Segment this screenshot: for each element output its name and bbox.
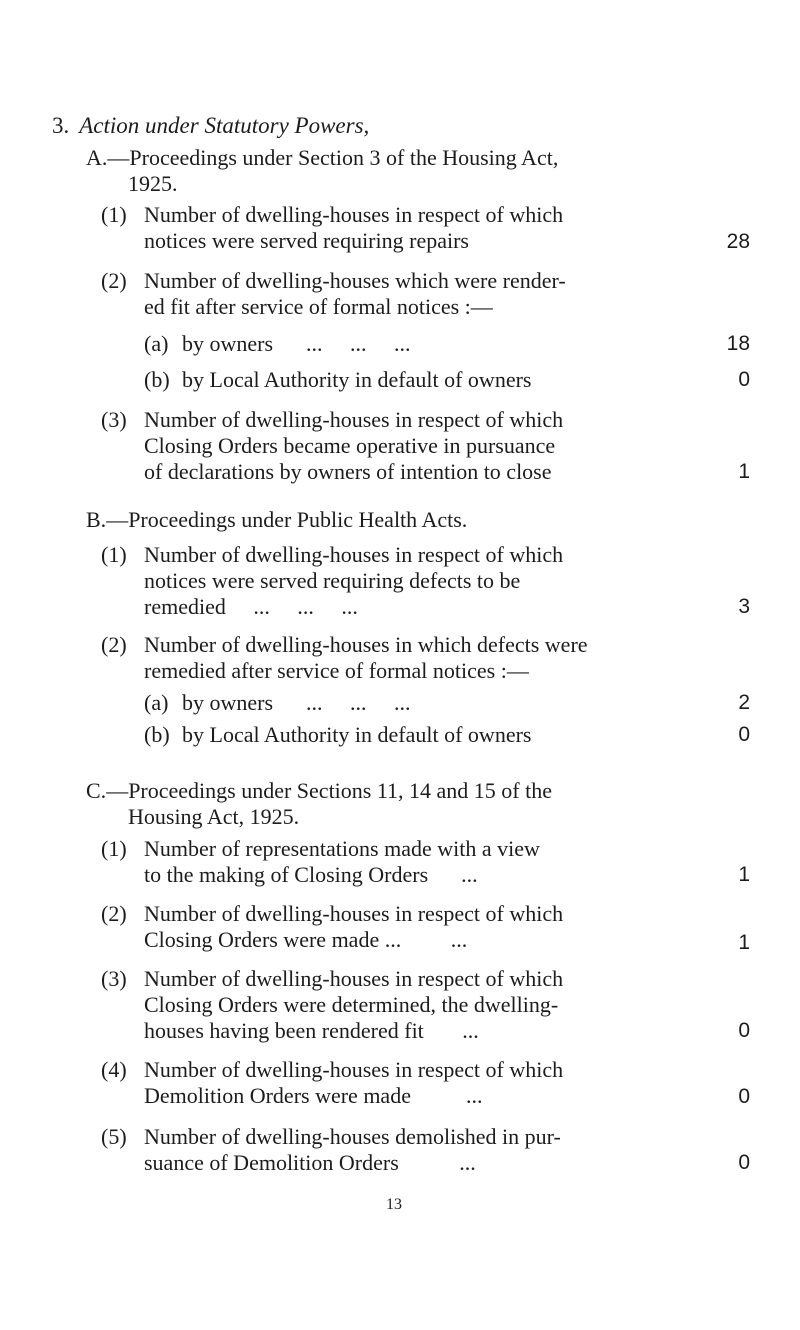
item-text-line: remedied ... ... ... bbox=[144, 594, 358, 619]
page-number: 13 bbox=[386, 1196, 402, 1213]
heading-title: Action under Statutory Powers, bbox=[79, 113, 370, 138]
item-text-line: Number of dwelling-houses in respect of which bbox=[144, 1057, 564, 1082]
item-text-line: Number of dwelling-houses in respect of which bbox=[144, 542, 564, 567]
item-text-line: notices were served requiring repairs bbox=[144, 228, 469, 253]
item-text-line: remedied after service of formal notices :— bbox=[144, 658, 529, 683]
subitem-number: (a) bbox=[144, 690, 169, 715]
item-number: (3) bbox=[101, 966, 127, 991]
item-text-line: Closing Orders were made ... ... bbox=[144, 927, 468, 952]
item-text-line: Number of dwelling-houses in respect of which bbox=[144, 202, 564, 227]
section-a-title-line2: 1925. bbox=[128, 171, 178, 196]
subitem-text: by Local Authority in default of owners bbox=[182, 722, 532, 747]
section-a-item-1-value: 28 bbox=[726, 230, 750, 253]
subitem-number: (b) bbox=[144, 722, 170, 747]
item-text-line: to the making of Closing Orders ... bbox=[144, 862, 478, 887]
subitem-text: by owners ... ... ... bbox=[182, 331, 411, 356]
item-text-line: Closing Orders were determined, the dwelling- bbox=[144, 992, 559, 1017]
subitem-text: by Local Authority in default of owners bbox=[182, 367, 532, 392]
item-text-line: Number of dwelling-houses demolished in pur- bbox=[144, 1124, 561, 1149]
section-c-title bbox=[86, 778, 646, 830]
item-text-line: suance of Demolition Orders ... bbox=[144, 1150, 476, 1175]
item-text-line: Demolition Orders were made ... bbox=[144, 1083, 483, 1108]
section-c-item-4-value: 0 bbox=[738, 1085, 750, 1108]
section-b-label: B. bbox=[86, 507, 107, 532]
section-a-subitem-b bbox=[144, 367, 644, 393]
section-a-subitem-a bbox=[144, 331, 644, 357]
subitem-number: (a) bbox=[144, 331, 169, 356]
section-c-title-line2: Housing Act, 1925. bbox=[128, 804, 300, 829]
item-text-line: Number of dwelling-houses in respect of which bbox=[144, 966, 564, 991]
section-a-label: A. bbox=[86, 145, 108, 170]
item-number: (2) bbox=[101, 901, 127, 926]
section-b-subitem-a-value: 2 bbox=[738, 691, 750, 714]
section-b-title bbox=[86, 507, 646, 533]
section-c-title-line1: —Proceedings under Sections 11, 14 and 15 of the bbox=[106, 778, 553, 803]
item-number: (5) bbox=[101, 1124, 127, 1149]
section-c-item-1-value: 1 bbox=[738, 863, 750, 886]
item-text-line: Number of dwelling-houses in respect of which bbox=[144, 407, 564, 432]
item-number: (1) bbox=[101, 202, 127, 227]
item-number: (3) bbox=[101, 407, 127, 432]
section-heading bbox=[52, 113, 369, 139]
section-c-item-5-value: 0 bbox=[738, 1151, 750, 1174]
item-text-line: houses having been rendered fit ... bbox=[144, 1018, 479, 1043]
section-a-item-3-value: 1 bbox=[738, 460, 750, 483]
heading-number: 3. bbox=[52, 113, 70, 138]
section-a-title bbox=[86, 145, 646, 197]
item-text-line: Number of representations made with a view bbox=[144, 836, 540, 861]
item-text-line: Closing Orders became operative in pursuance bbox=[144, 433, 556, 458]
item-number: (2) bbox=[101, 632, 127, 657]
section-a-subitem-b-value: 0 bbox=[738, 368, 750, 391]
section-b-title-line1: —Proceedings under Public Health Acts. bbox=[106, 507, 468, 532]
item-text-line: Number of dwelling-houses in which defects were bbox=[144, 632, 588, 657]
item-number: (1) bbox=[101, 542, 127, 567]
item-number: (2) bbox=[101, 268, 127, 293]
item-number: (1) bbox=[101, 836, 127, 861]
item-text-line: ed fit after service of formal notices :— bbox=[144, 294, 493, 319]
section-b-subitem-a bbox=[144, 690, 644, 716]
item-text-line: Number of dwelling-houses in respect of which bbox=[144, 901, 564, 926]
section-a-title-line1: —Proceedings under Section 3 of the Housing Act, bbox=[107, 145, 559, 170]
section-c-item-2-value: 1 bbox=[738, 931, 750, 954]
section-a-subitem-a-value: 18 bbox=[726, 332, 750, 355]
subitem-number: (b) bbox=[144, 367, 170, 392]
section-c-item-3-value: 0 bbox=[738, 1019, 750, 1042]
section-b-subitem-b-value: 0 bbox=[738, 723, 750, 746]
item-text-line: Number of dwelling-houses which were render- bbox=[144, 268, 566, 293]
section-c-label: C. bbox=[86, 778, 107, 803]
subitem-text: by owners ... ... ... bbox=[182, 690, 411, 715]
section-b-item-1-value: 3 bbox=[738, 595, 750, 618]
item-text-line: notices were served requiring defects to be bbox=[144, 568, 521, 593]
item-number: (4) bbox=[101, 1057, 127, 1082]
section-b-subitem-b bbox=[144, 722, 644, 748]
item-text-line: of declarations by owners of intention to close bbox=[144, 459, 552, 484]
